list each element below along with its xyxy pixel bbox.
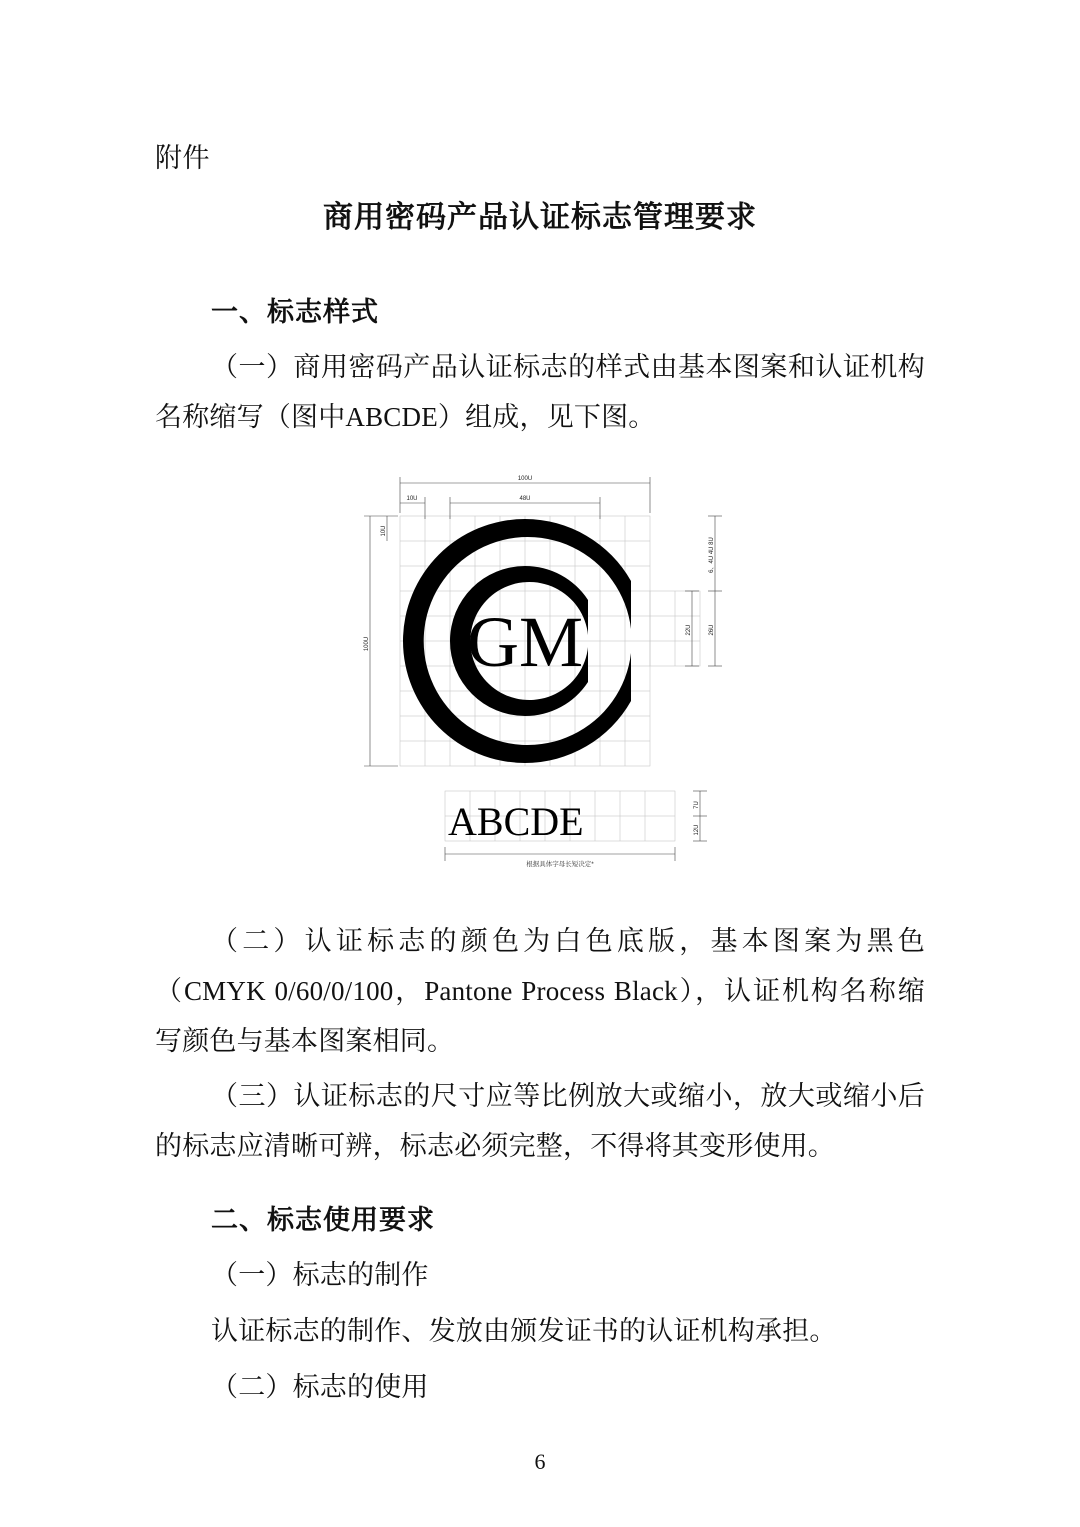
dim-top-left: 10U: [406, 495, 418, 502]
page-number: 6: [534, 1449, 546, 1474]
dim-left-total: 100U: [364, 636, 370, 651]
dim-top-total: 100U: [517, 475, 533, 482]
paragraph-1-2: （二）认证标志的颜色为白色底版，基本图案为黑色（CMYK 0/60/0/100，Pantone Process Black），认证机构名称缩写颜色与基本图案相同。: [155, 925, 925, 1056]
figure-note: 根据具体字母长短决定*: [526, 860, 594, 868]
abbreviation-text: ABCDE: [448, 798, 584, 844]
dim-left-small: 10U: [381, 525, 387, 537]
attachment-label: 附件: [155, 143, 210, 173]
dim-bottom-left-small: 12U: [694, 824, 700, 836]
dim-right-outer: 26U: [709, 624, 715, 636]
section-heading-2: 二、标志使用要求: [211, 1205, 435, 1236]
dim-right-inner: 22U: [686, 624, 692, 636]
dim-bottom-right-small: 7U: [694, 800, 700, 809]
paragraph-1-3: （三）认证标志的尺寸应等比例放大或缩小，放大或缩小后的标志应清晰可辨，标志必须完整，不得将其变形使用。: [155, 1081, 925, 1162]
dim-right-stack: 6、4U 4U 8U: [709, 536, 715, 573]
logo-specification-figure: [340, 461, 740, 891]
page-title: 商用密码产品认证标志管理要求: [323, 200, 757, 234]
paragraph-2-1: （一）标志的制作: [211, 1260, 429, 1291]
dim-top-inner: 48U: [519, 495, 531, 502]
logo-text: GM: [466, 601, 584, 682]
section-heading-1: 一、标志样式: [211, 296, 379, 327]
paragraph-2-2: 认证标志的制作、发放由颁发证书的认证机构承担。: [211, 1316, 837, 1347]
paragraph-2-3: （二）标志的使用: [211, 1372, 429, 1403]
logo-diagram-svg: [340, 461, 740, 891]
paragraph-1-1: （一）商用密码产品认证标志的样式由基本图案和认证机构名称缩写（图中ABCDE）组成，见下图。: [155, 351, 925, 432]
